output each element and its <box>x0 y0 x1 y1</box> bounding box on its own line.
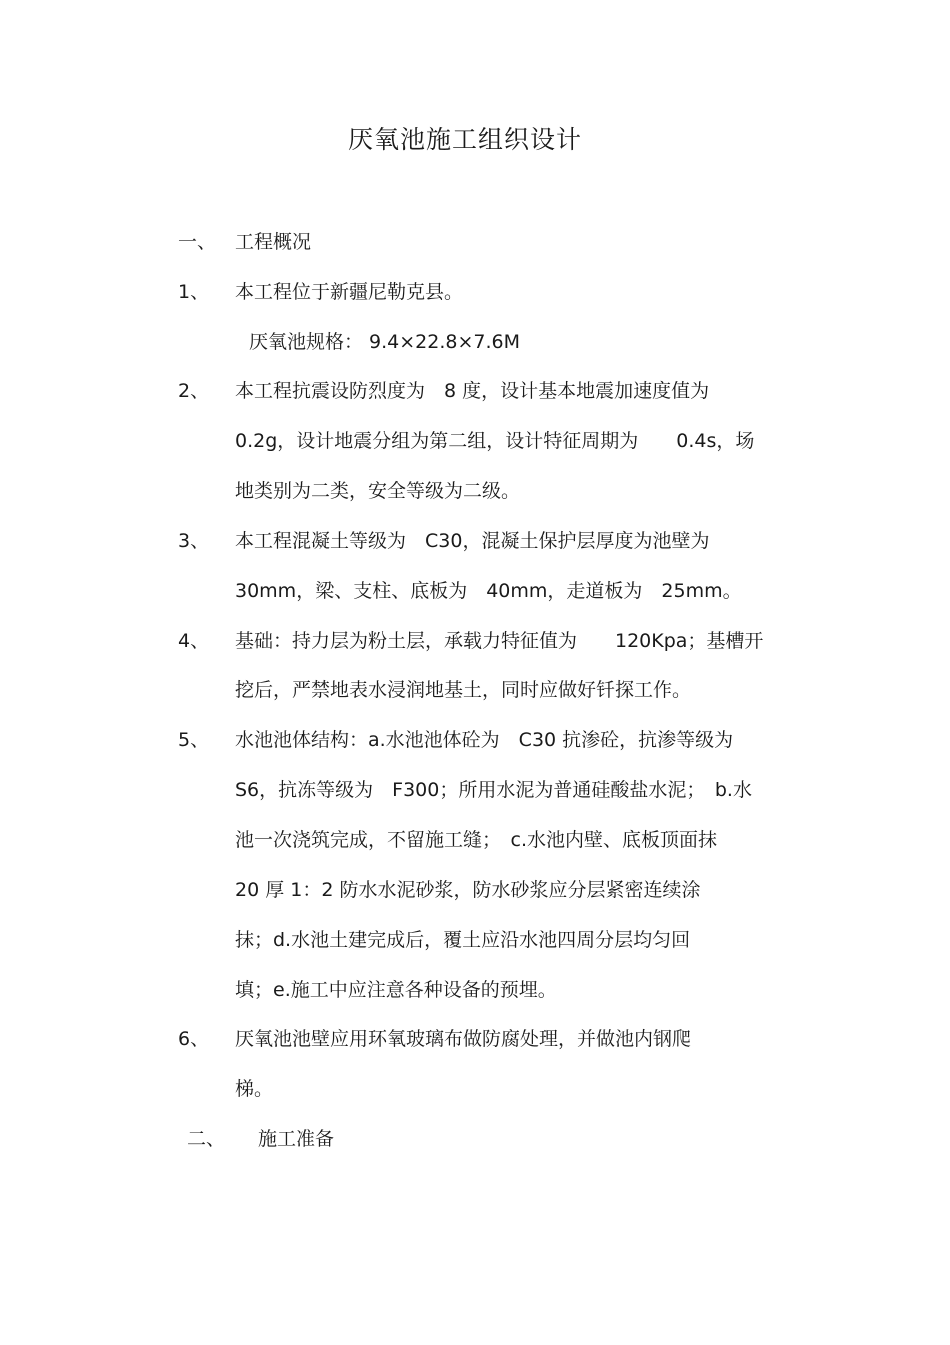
item-2-marker: 2、 <box>178 380 210 402</box>
document-title: 厌氧池施工组织设计 <box>347 125 582 154</box>
section-2-marker: 二、 <box>187 1128 226 1150</box>
item-4-marker: 4、 <box>178 630 210 652</box>
item-3-line-1: 本工程混凝土等级为 C30，混凝土保护层厚度为池壁为 <box>235 530 710 552</box>
item-6-line-1: 厌氧池池壁应用环氧玻璃布做防腐处理，并做池内钢爬 <box>235 1028 692 1050</box>
item-5-line-6: 填；e.施工中应注意各种设备的预埋。 <box>235 979 557 1001</box>
item-6-marker: 6、 <box>178 1028 210 1050</box>
section-1-heading: 工程概况 <box>235 231 312 253</box>
item-5-line-2: S6，抗冻等级为 F300；所用水泥为普通硅酸盐水泥； b.水 <box>235 779 752 801</box>
item-3-marker: 3、 <box>178 530 210 552</box>
item-3-line-2: 30mm，梁、支柱、底板为 40mm，走道板为 25mm。 <box>235 580 742 602</box>
item-5-line-1: 水池池体结构：a.水池池体砼为 C30 抗渗砼，抗渗等级为 <box>235 729 734 751</box>
item-5-line-4: 20 厚 1：2 防水水泥砂浆，防水砂浆应分层紧密连续涂 <box>235 879 701 901</box>
item-4-line-2: 挖后，严禁地表水浸润地基土，同时应做好钎探工作。 <box>235 679 692 701</box>
section-1-marker: 一、 <box>178 231 217 253</box>
item-6-line-2: 梯。 <box>235 1078 274 1100</box>
item-5-line-5: 抹；d.水池土建完成后，覆土应沿水池四周分层均匀回 <box>235 929 691 951</box>
item-1-line-1: 本工程位于新疆尼勒克县。 <box>235 281 464 303</box>
section-2-heading: 施工准备 <box>258 1128 335 1150</box>
item-1-marker: 1、 <box>178 281 210 303</box>
item-5-marker: 5、 <box>178 729 210 751</box>
item-5-line-3: 池一次浇筑完成，不留施工缝； c.水池内壁、底板顶面抹 <box>235 829 717 851</box>
item-2-line-3: 地类别为二类，安全等级为二级。 <box>235 480 521 502</box>
item-2-line-2: 0.2g，设计地震分组为第二组，设计特征周期为 0.4s，场 <box>235 430 755 452</box>
item-2-line-1: 本工程抗震设防烈度为 8 度，设计基本地震加速度值为 <box>235 380 710 402</box>
item-4-line-1: 基础：持力层为粉土层，承载力特征值为 120Kpa；基槽开 <box>235 630 764 652</box>
spec-line: 厌氧池规格： 9.4×22.8×7.6M <box>249 331 521 353</box>
